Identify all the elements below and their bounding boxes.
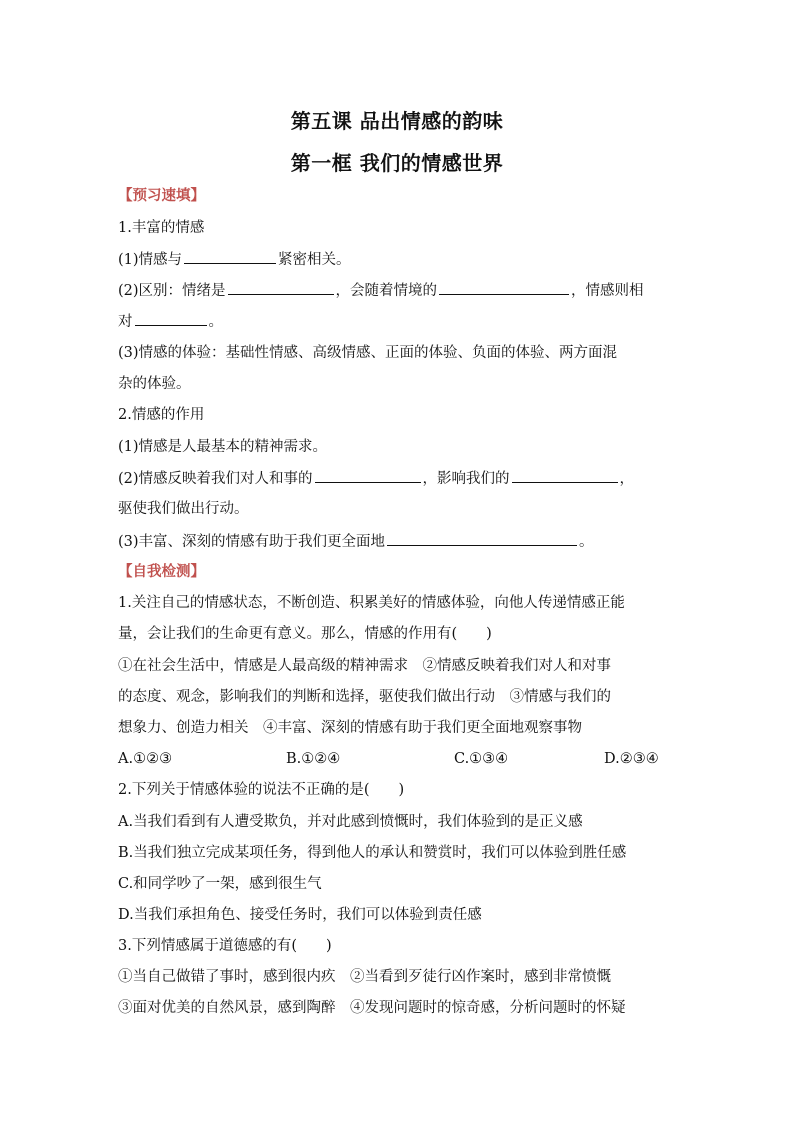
p2-heading: 2.情感的作用 xyxy=(118,407,205,423)
p1-item3-line1: (3)情感的体验：基础性情感、高级情感、正面的体验、负面的体验、两方面混 xyxy=(118,345,618,361)
q1-options xyxy=(118,749,678,769)
q2-stem: 2.下列关于情感体验的说法不正确的是( ) xyxy=(118,782,405,798)
p2-item2-part-b: ，影响我们的 xyxy=(422,471,510,487)
q1-statement-line2: 的态度、观念，影响我们的判断和选择，驱使我们做出行动 ③情感与我们的 xyxy=(118,689,611,705)
p1-item1-prefix: (1)情感与 xyxy=(118,252,183,268)
p2-item1: (1)情感是人最基本的精神需求。 xyxy=(118,439,328,455)
p2-item2 xyxy=(118,468,678,489)
lesson-title: 第五课 品出情感的韵味 xyxy=(290,109,504,133)
q2-option-a[interactable]: A.当我们看到有人遭受欺负，并对此感到愤慨时，我们体验到的是正义感 xyxy=(118,814,583,830)
p1-item2-part-a: (2)区别：情绪是 xyxy=(118,283,226,299)
q1-option-d[interactable]: D.②③④ xyxy=(604,751,659,767)
q1-stem-line1: 1.关注自己的情感状态，不断创造、积累美好的情感体验，向他人传递情感正能 xyxy=(118,595,625,611)
p1-item2-part-d: 对 xyxy=(118,314,133,330)
fill-blank[interactable] xyxy=(228,280,334,295)
p2-item2-part-c: ， xyxy=(619,471,635,487)
preview-heading: 【预习速填】 xyxy=(118,188,205,204)
p1-item2-part-b: ，会随着情境的 xyxy=(335,283,438,299)
p2-item3-part-b: 。 xyxy=(579,534,594,550)
p1-item2 xyxy=(118,280,678,301)
selfcheck-heading: 【自我检测】 xyxy=(118,564,205,580)
fill-blank[interactable] xyxy=(387,531,577,546)
q1-option-c[interactable]: C.①③④ xyxy=(454,751,509,767)
q3-statement-line1: ①当自己做错了事时，感到很内疚 ②当看到歹徒行凶作案时，感到非常愤慨 xyxy=(118,969,611,985)
p1-item1-suffix: 紧密相关。 xyxy=(278,252,351,268)
q2-option-d[interactable]: D.当我们承担角色、接受任务时，我们可以体验到责任感 xyxy=(118,907,482,923)
q2-option-b[interactable]: B.当我们独立完成某项任务，得到他人的承认和赞赏时，我们可以体验到胜任感 xyxy=(118,845,627,861)
q1-stem-line2: 量，会让我们的生命更有意义。那么，情感的作用有( ) xyxy=(118,626,492,642)
q1-option-b[interactable]: B.①②④ xyxy=(286,751,341,767)
p2-item2-part-a: (2)情感反映着我们对人和事的 xyxy=(118,471,313,487)
q1-statement-line1: ①在社会生活中，情感是人最高级的精神需求 ②情感反映着我们对人和对事 xyxy=(118,658,611,674)
p1-heading: 1.丰富的情感 xyxy=(118,220,205,236)
p1-item3-line2: 杂的体验。 xyxy=(118,376,191,392)
fill-blank[interactable] xyxy=(512,468,618,483)
q1-statement-line3: 想象力、创造力相关 ④丰富、深刻的情感有助于我们更全面地观察事物 xyxy=(118,720,582,736)
fill-blank[interactable] xyxy=(184,249,276,264)
fill-blank[interactable] xyxy=(439,280,569,295)
q3-statement-line2: ③面对优美的自然风景，感到陶醉 ④发现问题时的惊奇感，分析问题时的怀疑 xyxy=(118,1000,626,1016)
fill-blank[interactable] xyxy=(315,468,421,483)
p2-item3 xyxy=(118,531,678,552)
p1-item2-cont xyxy=(118,311,678,332)
q2-option-c[interactable]: C.和同学吵了一架，感到很生气 xyxy=(118,876,322,892)
q1-option-a[interactable]: A.①②③ xyxy=(118,751,173,767)
q3-stem: 3.下列情感属于道德感的有( ) xyxy=(118,938,332,954)
section-title: 第一框 我们的情感世界 xyxy=(290,151,504,175)
fill-blank[interactable] xyxy=(135,311,207,326)
p1-item2-part-c: ，情感则相 xyxy=(571,283,644,299)
p1-item2-part-e: 。 xyxy=(208,314,223,330)
p2-item3-part-a: (3)丰富、深刻的情感有助于我们更全面地 xyxy=(118,534,386,550)
p1-item1 xyxy=(118,249,678,270)
p2-item2-cont: 驱使我们做出行动。 xyxy=(118,501,249,517)
